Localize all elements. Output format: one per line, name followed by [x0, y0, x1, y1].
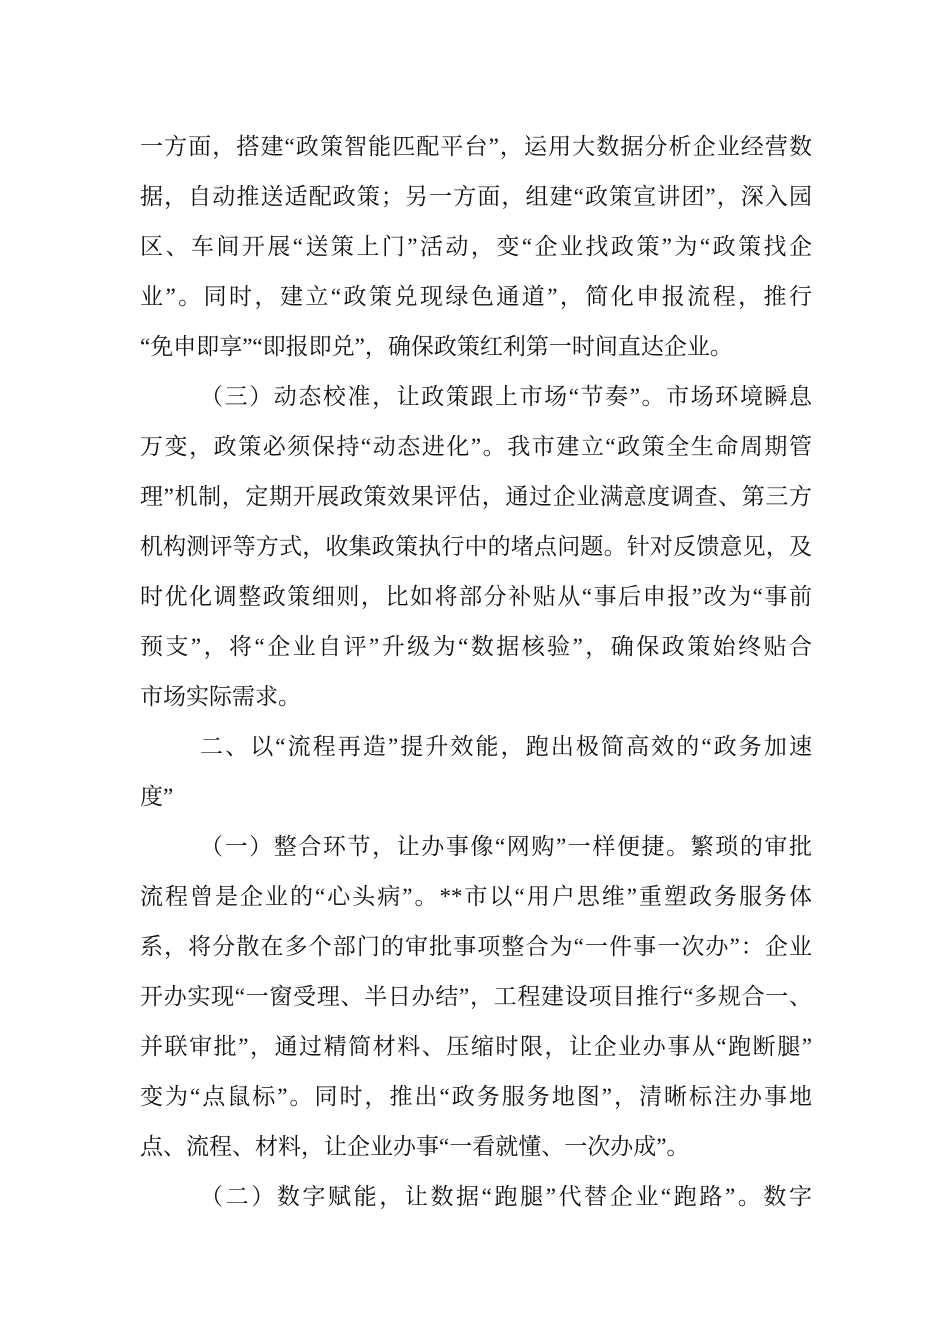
text-line: 市场实际需求。: [140, 684, 301, 709]
text-line: 系，将分散在多个部门的审批事项整合为“一件事一次办”：企业: [140, 934, 812, 959]
text-line: 预支”，将“企业自评”升级为“数据核验”，确保政策始终贴合: [140, 634, 812, 659]
text-line: 据，自动推送适配政策；另一方面，组建“政策宣讲团”，深入园: [140, 184, 812, 209]
text-line: （一）整合环节，让办事像“网购”一样便捷。繁琐的审批: [200, 834, 812, 859]
text-line: 业”。同时，建立“政策兑现绿色通道”，简化申报流程，推行: [140, 284, 812, 309]
text-line: （三）动态校准，让政策跟上市场“节奏”。市场环境瞬息: [200, 384, 812, 409]
text-line: 一方面，搭建“政策智能匹配平台”，运用大数据分析企业经营数: [140, 134, 812, 159]
text-line: 度”: [140, 784, 174, 809]
text-line: 机构测评等方式，收集政策执行中的堵点问题。针对反馈意见，及: [140, 534, 812, 559]
text-line: （二）数字赋能，让数据“跑腿”代替企业“跑路”。数字: [200, 1184, 812, 1209]
text-line: 时优化调整政策细则，比如将部分补贴从“事后申报”改为“事前: [140, 584, 812, 609]
text-line: 理”机制，定期开展政策效果评估，通过企业满意度调查、第三方: [140, 484, 812, 509]
text-line: “免申即享”“即报即兑”，确保政策红利第一时间直达企业。: [140, 334, 733, 359]
text-line: 开办实现“一窗受理、半日办结”，工程建设项目推行“多规合一、: [140, 984, 812, 1009]
text-line: 并联审批”，通过精简材料、压缩时限，让企业办事从“跑断腿”: [140, 1034, 812, 1059]
text-line: 区、车间开展“送策上门”活动，变“企业找政策”为“政策找企: [140, 234, 812, 259]
text-line: 变为“点鼠标”。同时，推出“政务服务地图”，清晰标注办事地: [140, 1084, 812, 1109]
text-line: 二、以“流程再造”提升效能，跑出极简高效的“政务加速: [200, 734, 812, 759]
document-body: [140, 122, 812, 1222]
text-line: 流程曾是企业的“心头病”。**市以“用户思维”重塑政务服务体: [140, 884, 812, 909]
text-line: 万变，政策必须保持“动态进化”。我市建立“政策全生命周期管: [140, 434, 812, 459]
text-line: 点、流程、材料，让企业办事“一看就懂、一次办成”。: [140, 1134, 690, 1159]
